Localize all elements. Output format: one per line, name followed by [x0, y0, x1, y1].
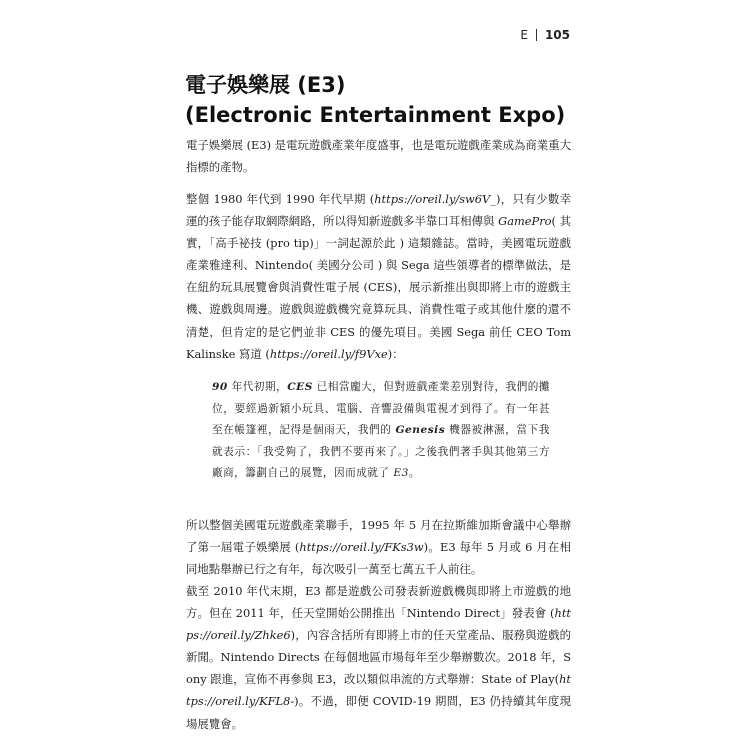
link-url[interactable]: https://oreil.ly/f9Vxe: [269, 346, 388, 361]
text-run: )。E3 每年 5 月或 6 月在相同地點舉辦已行之有年，每次吸引一萬至七萬五千人前往。: [186, 540, 571, 577]
link-url[interactable]: https://oreil.ly/Zhke6: [186, 606, 571, 643]
text-run: 年代初期，: [227, 381, 288, 393]
entry-title-chinese: 電子娛樂展 (E3): [185, 73, 346, 97]
header-divider: [536, 29, 537, 41]
quote-decade: 90: [212, 381, 228, 393]
text-run: )。不過，即便 COVID-19 期間，E3 仍持續其年度現場展覽會。: [186, 694, 571, 731]
quote-e3: E3: [393, 467, 409, 480]
text-run: 已相當龐大，但對遊戲產業差別對待，我們的攤位，要經過新穎小玩具、電腦、音響設備與電視才到得了。有一年甚至在帳篷裡，記得是個雨天，我們的: [212, 381, 550, 437]
magazine-name: GamePro: [498, 214, 552, 229]
text-run: 截至 2010 年代末期，E3 都是遊戲公司發表新遊戲機與即將上市遊戲的地方。但在 2011 年，任天堂開始公開推出「Nintendo Direct」發表會 (: [186, 584, 571, 621]
text-run: )：: [387, 346, 404, 361]
text-run: ( 其實，「高手祕技 (pro tip)」一詞起源於此 ) 這類雜誌。當時，美國電玩遊戲產業雅達利、Nintendo( 美國分公司 ) 與 Sega 這些領導者的標準做法，是在紐約玩具展覽會與消費性電子展 (CES)，展示新推出與即將上市的遊戲主機、遊戲與周邊。遊戲與遊戲機究竟算玩具、消費性電子或其他什麼的還不清楚，但肯定的是它們並非 CES 的優先項目。美國 Sega 前任 CEO Tom Kalinske 寫道 (: [186, 214, 571, 361]
paragraph-decline: [186, 580, 571, 735]
quote-genesis: Genesis: [395, 424, 446, 437]
text-run: 所以整個美國電玩遊戲產業聯手，1995 年 5 月在拉斯維加斯會議中心舉辦了第一屆電子娛樂展 (: [186, 518, 571, 555]
text-run: 。: [408, 467, 420, 480]
entry-title-english: (Electronic Entertainment Expo): [185, 103, 566, 127]
paragraph-first-e3: [186, 514, 571, 580]
paragraph-history: [186, 188, 571, 365]
entry-title: [185, 70, 605, 130]
text-run: )，內容含括所有即將上市的任天堂產品、服務與遊戲的新聞。Nintendo Directs 在每個地區市場每年至少舉辦數次。2018 年，Sony 跟進，宣佈不再參與 E3，改以類似串流的方式舉辦：State of Play(: [186, 628, 571, 687]
link-url[interactable]: https://oreil.ly/KFL8-: [186, 672, 571, 709]
text-run: 機器被淋濕，當下我就表示：「我受夠了，我們不要再來了。」之後我們著手與其他第三方廠商，籌劃自己的展覽，因而成就了: [212, 424, 550, 480]
page-number: 105: [544, 28, 570, 42]
paragraph-intro: 電子娛樂展 (E3) 是電玩遊戲產業年度盛事，也是電玩遊戲產業成為商業重大指標的產物。: [186, 138, 571, 175]
quote-ces: CES: [287, 381, 313, 393]
running-head: [520, 28, 570, 42]
text-run: )，只有少數幸運的孩子能存取網際網路，所以得知新遊戲多半靠口耳相傳與: [186, 192, 571, 229]
link-url[interactable]: https://oreil.ly/sw6V_: [374, 192, 496, 206]
section-letter: E: [520, 28, 528, 42]
text-run: 整個 1980 年代到 1990 年代早期 (: [186, 192, 375, 206]
link-url[interactable]: https://oreil.ly/FKs3w: [299, 540, 424, 555]
block-quote: [212, 377, 550, 485]
